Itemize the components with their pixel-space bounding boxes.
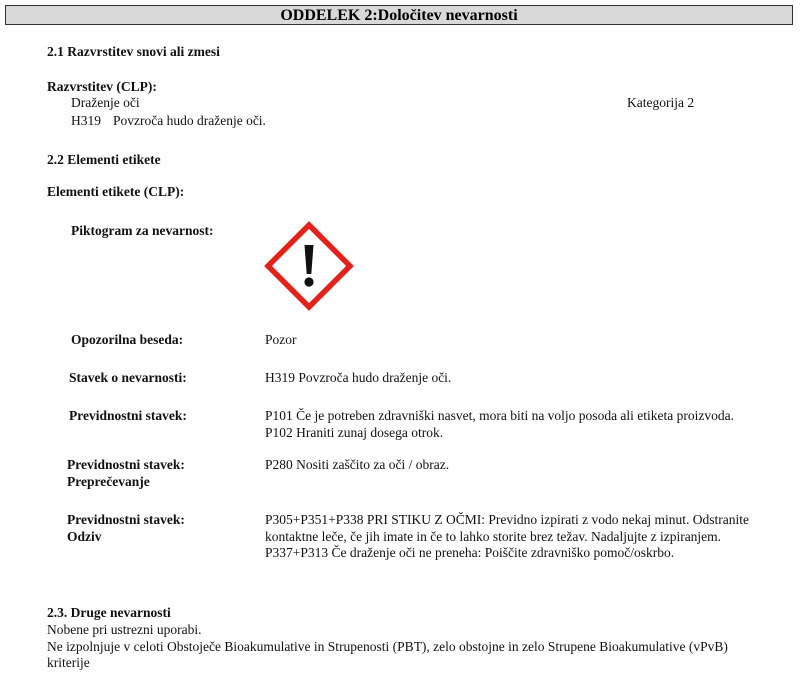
label-elements-clp-label: Elementi etikete (CLP):: [47, 184, 185, 199]
other-hazards-line: Ne izpolnjuje v celoti Obstoječe Bioakumulative in Strupenosti (PBT), zelo obstojne in zelo Strupene Bioakumulative (vPvB): [47, 639, 728, 654]
ghs07-exclamation-mark-icon: [264, 221, 354, 311]
section-2-3-heading: 2.3. Druge nevarnosti: [47, 605, 171, 620]
hazard-statement-label: Stavek o nevarnosti:: [69, 370, 187, 385]
prevention-sublabel: Preprečevanje: [67, 474, 150, 489]
response-sublabel: Odziv: [67, 529, 102, 544]
other-hazards-line: kriterije: [47, 655, 90, 670]
hazard-class: Draženje oči: [71, 95, 140, 110]
prevention-line: P280 Nositi zaščito za oči / obraz.: [265, 457, 450, 472]
precaution-response-label: Previdnostni stavek:: [67, 512, 185, 527]
section-title: ODDELEK 2:Določitev nevarnosti: [5, 5, 793, 25]
precaution-prevention-label: Previdnostni stavek:: [67, 457, 185, 472]
classification-clp-label: Razvrstitev (CLP):: [47, 79, 157, 94]
section-2-1-heading: 2.1 Razvrstitev snovi ali zmesi: [47, 44, 220, 59]
hazard-category: Kategorija 2: [627, 95, 695, 110]
h-text: Povzroča hudo draženje oči.: [113, 113, 266, 128]
signal-word-label: Opozorilna beseda:: [71, 332, 184, 347]
response-line: kontaktne leče, če jih imate in če to lahko storite brez težav. Nadaljujte z izpiranjem.: [265, 529, 722, 544]
section-2-2-heading: 2.2 Elementi etikete: [47, 152, 161, 167]
other-hazards-line: Nobene pri ustrezni uporabi.: [47, 622, 202, 637]
precaution-general-label: Previdnostni stavek:: [69, 408, 187, 423]
signal-word: Pozor: [265, 332, 297, 347]
precaution-line: P102 Hraniti zunaj dosega otrok.: [265, 425, 444, 440]
h-code: H319: [71, 113, 101, 128]
hazard-statement: H319 Povzroča hudo draženje oči.: [265, 370, 452, 385]
precaution-line: P101 Če je potreben zdravniški nasvet, mora biti na voljo posoda ali etiketa proizvoda.: [265, 408, 735, 423]
response-line: P337+P313 Če draženje oči ne preneha: Poiščite zdravniško pomoč/oskrbo.: [265, 545, 675, 560]
pictogram-label: Piktogram za nevarnost:: [71, 223, 214, 238]
response-line: P305+P351+P338 PRI STIKU Z OČMI: Previdno izpirati z vodo nekaj minut. Odstranite: [265, 512, 749, 527]
